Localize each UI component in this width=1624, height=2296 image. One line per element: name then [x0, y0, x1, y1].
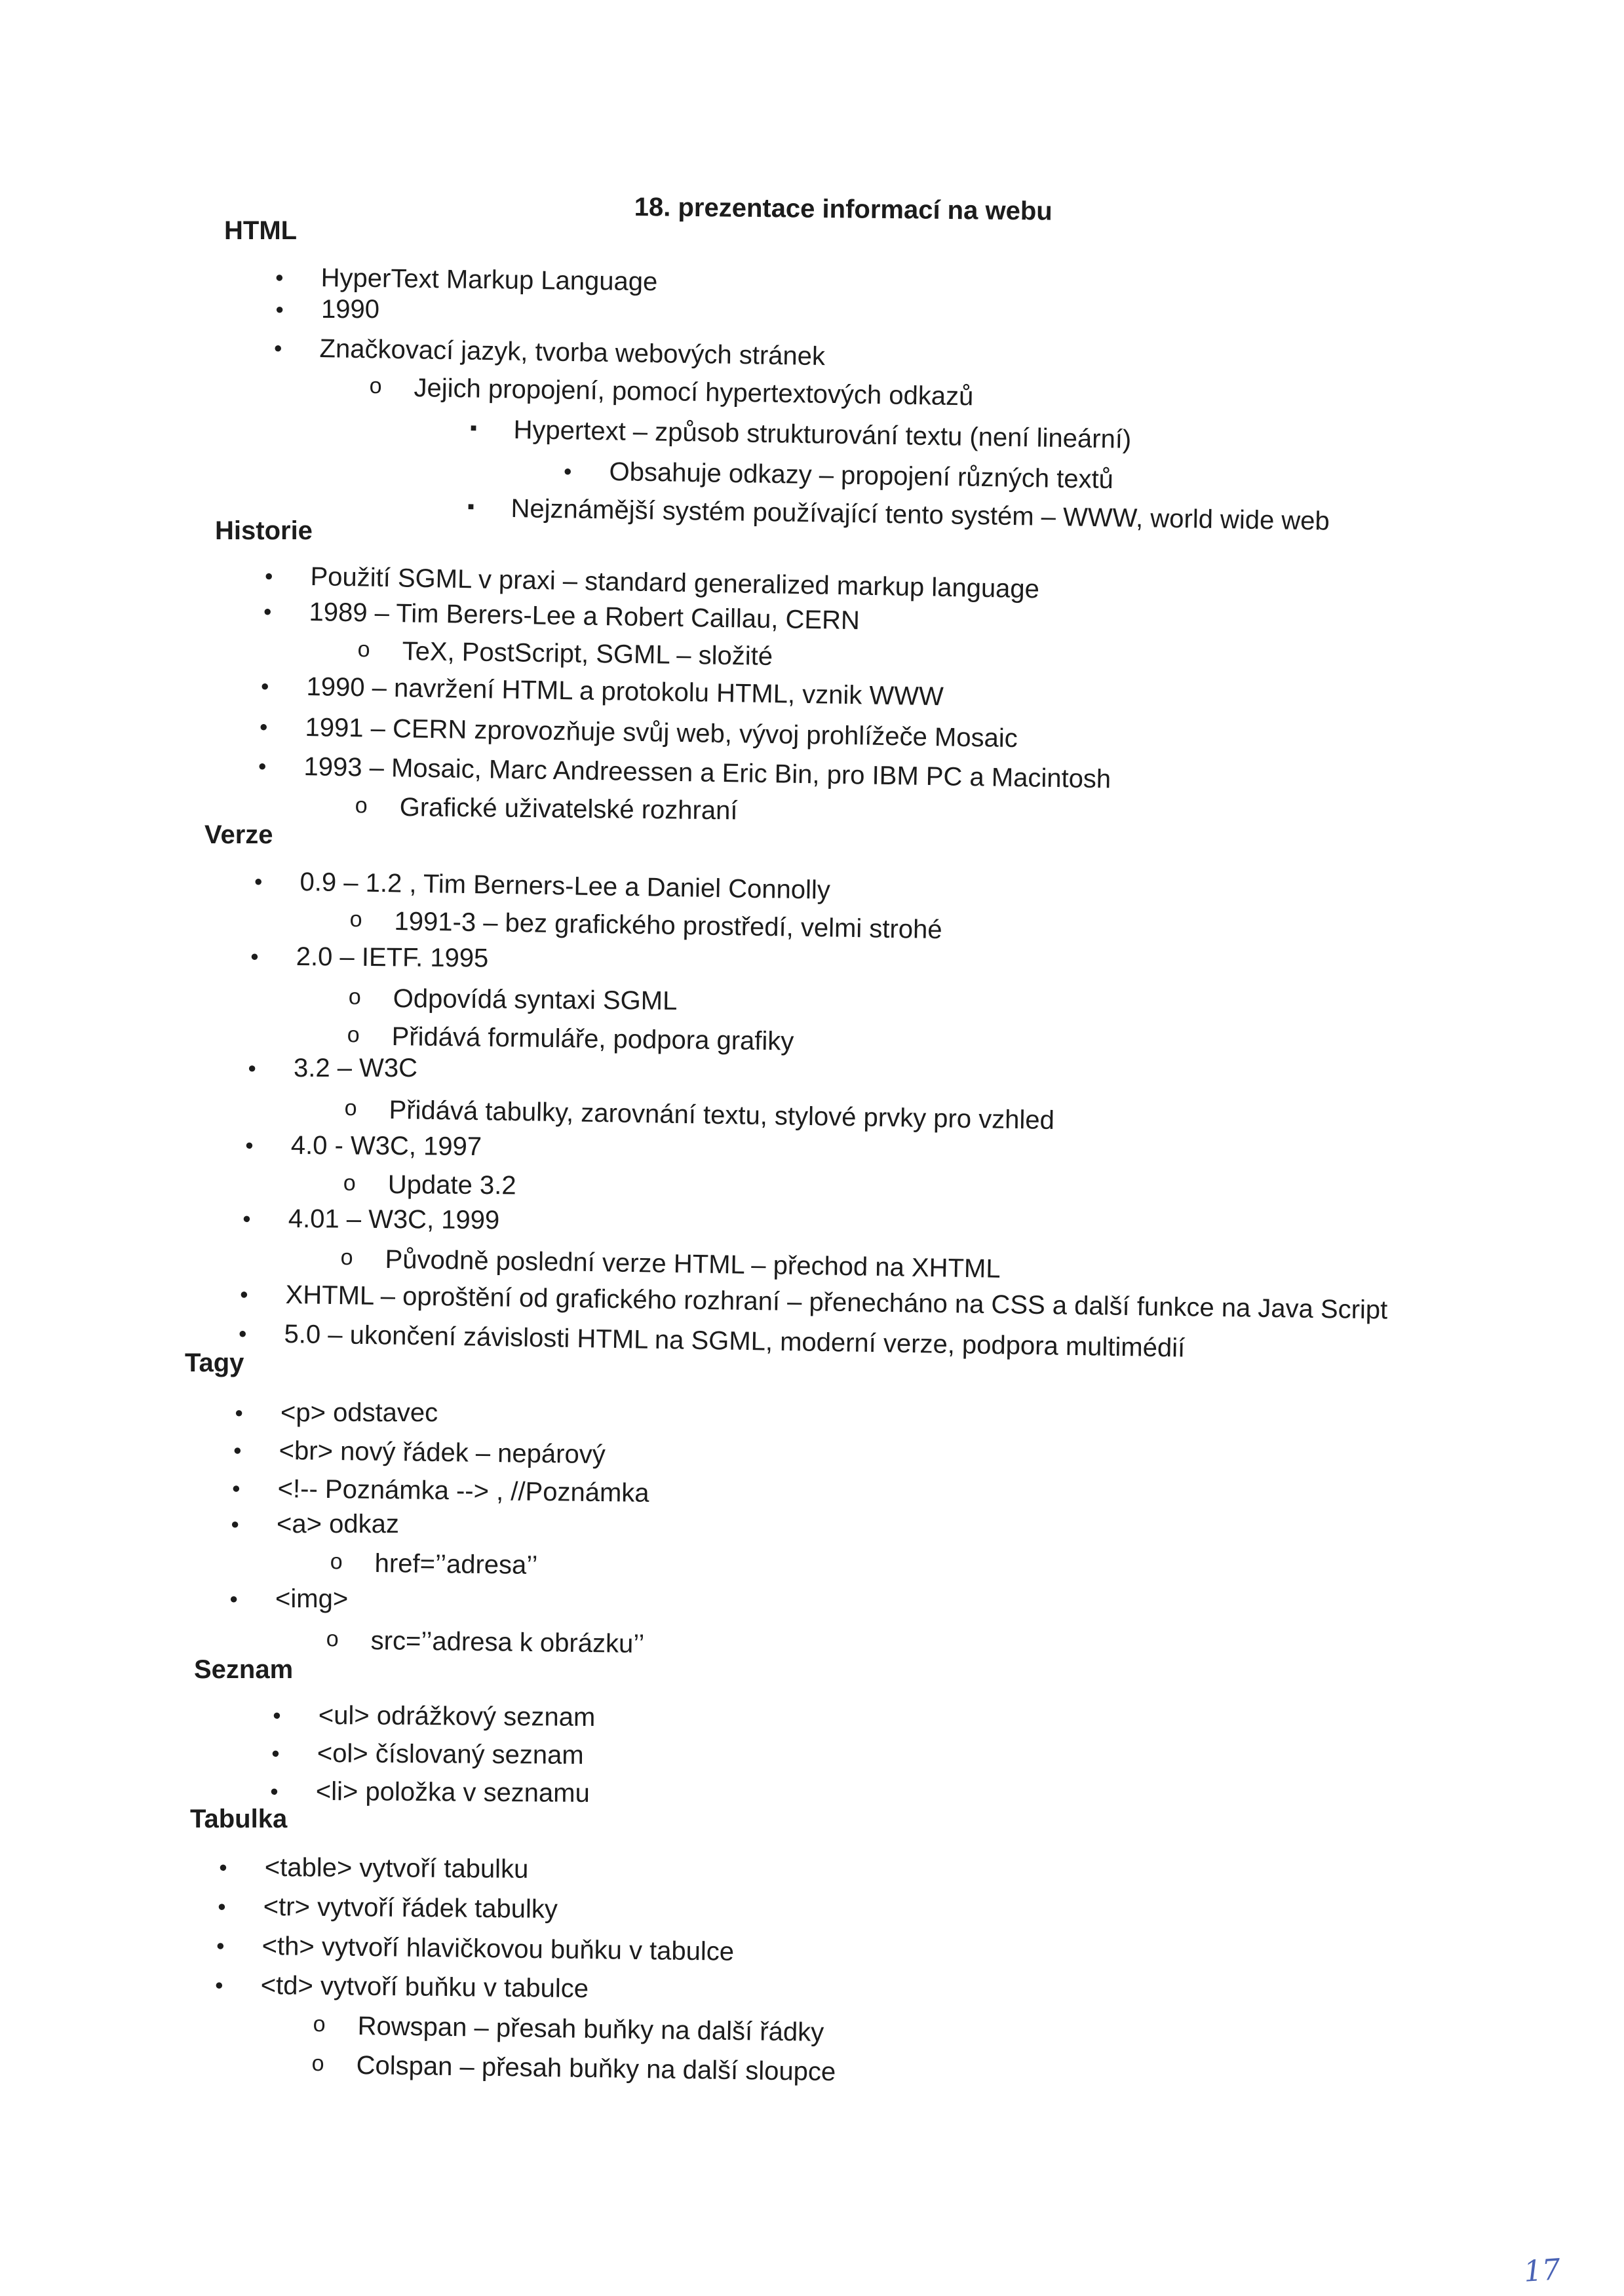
list-item: ● 2.0 – IETF. 1995	[296, 941, 489, 974]
list-item: o Původně poslední verze HTML – přechod na XHTML	[385, 1244, 1001, 1285]
list-item: ● Značkovací jazyk, tvorba webových stránek	[319, 333, 825, 372]
list-item: ● HyperText Markup Language	[320, 262, 657, 297]
list-item: o Jejich propojení, pomocí hypertextových odkazů	[414, 372, 973, 412]
section-heading: HTML	[224, 216, 298, 245]
list-item: ● 1990	[321, 294, 379, 325]
list-item: o Grafické uživatelské rozhraní	[399, 792, 737, 826]
list-item: ● <img>	[275, 1583, 348, 1615]
list-item: o Odpovídá syntaxi SGML	[393, 983, 678, 1017]
list-item: ● <ul> odrážkový seznam	[319, 1700, 596, 1733]
list-item: ● Použití SGML v praxi – standard generalized markup language	[310, 561, 1039, 605]
list-item: ● 1991 – CERN zprovozňuje svůj web, vývoj prohlížeče Mosaic	[305, 712, 1018, 754]
list-item: ● XHTML – oproštění od grafického rozhraní – přenecháno na CSS a další funkce na Java Script	[285, 1279, 1387, 1326]
list-item: ● <br> nový řádek – nepárový	[279, 1435, 606, 1470]
list-item: ● <a> odkaz	[277, 1508, 399, 1540]
list-item: ■ Hypertext – způsob strukturování textu (není lineární)	[513, 414, 1131, 455]
list-item: ● 1990 – navržení HTML a protokolu HTML, vznik WWW	[306, 671, 944, 712]
list-item: ● 5.0 – ukončení závislosti HTML na SGML, moderní verze, podpora multimédií	[284, 1318, 1185, 1364]
section-heading: Verze	[204, 820, 273, 849]
list-item: ● 3.2 – W3C	[294, 1052, 417, 1084]
list-item: ● <ol> číslovaný seznam	[317, 1738, 584, 1771]
list-item: o Rowspan – přesah buňky na další řádky	[357, 2010, 824, 2048]
list-item: ● <th> vytvoří hlavičkovou buňku v tabulce	[261, 1930, 734, 1968]
list-item: ● 4.01 – W3C, 1999	[288, 1203, 500, 1236]
list-item: ● <table> vytvoří tabulku	[265, 1852, 529, 1885]
handwritten-page-number: 17	[1522, 2253, 1562, 2289]
list-item: ● Obsahuje odkazy – propojení různých textů	[609, 456, 1113, 495]
list-item: o 1991-3 – bez grafického prostředí, velmi strohé	[394, 906, 942, 946]
section-heading: Tabulka	[190, 1805, 288, 1833]
list-item: ● <td> vytvoří buňku v tabulce	[260, 1970, 589, 2004]
list-item: ● 0.9 – 1.2 , Tim Berners-Lee a Daniel Connolly	[300, 866, 830, 906]
section-heading: Tagy	[185, 1349, 244, 1377]
list-item: ● 1993 – Mosaic, Marc Andreessen a Eric Bin, pro IBM PC a Macintosh	[303, 751, 1111, 795]
list-item: ● 4.0 - W3C, 1997	[291, 1130, 482, 1162]
list-item: ● <!-- Poznámka --> , //Poznámka	[277, 1473, 649, 1509]
list-item: ● <tr> vytvoří řádek tabulky	[263, 1891, 558, 1925]
list-item: o src=’’adresa k obrázku’’	[370, 1625, 644, 1660]
list-item: o href=’’adresa’’	[374, 1548, 537, 1581]
list-item: ● 1989 – Tim Berers-Lee a Robert Caillau, CERN	[309, 596, 860, 636]
list-item: o Colspan – přesah buňky na další sloupce	[356, 2050, 836, 2088]
list-item: o Přidává formuláře, podpora grafiky	[391, 1021, 794, 1057]
section-heading: Historie	[215, 516, 313, 545]
list-item: o Update 3.2	[388, 1169, 516, 1201]
list-item: o Přidává tabulky, zarovnání textu, stylové prvky pro vzhled	[389, 1094, 1054, 1136]
list-item: o TeX, PostScript, SGML – složité	[402, 636, 773, 672]
document-title: 18. prezentace informací na webu	[634, 192, 1053, 226]
section-heading: Seznam	[194, 1655, 294, 1684]
list-item: ■ Nejznámější systém používající tento systém – WWW, world wide web	[511, 493, 1330, 537]
list-item: ● <p> odstavec	[280, 1397, 438, 1428]
list-item: ● <li> položka v seznamu	[316, 1776, 590, 1809]
